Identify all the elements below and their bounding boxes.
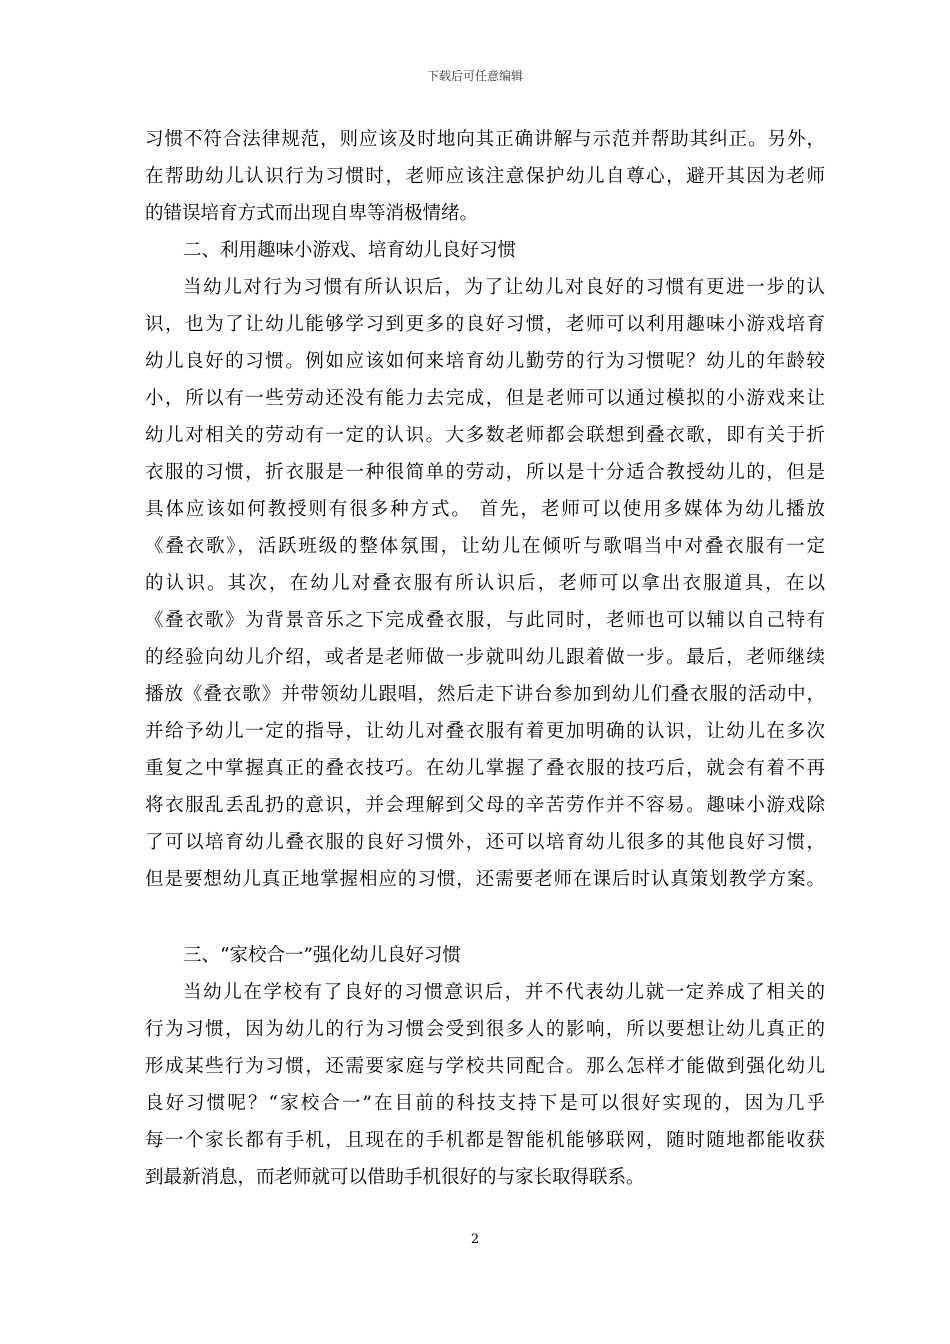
- text-line: 具体应该如何教授则有很多种方式。 首先，老师可以使用多媒体为幼儿播放: [145, 499, 825, 520]
- text-line: 将衣服乱丢乱扔的意识，并会理解到父母的辛苦劳作并不容易。趣味小游戏除: [145, 795, 825, 816]
- text-line: 《叠衣歌》为背景音乐之下完成叠衣服，与此同时，老师也可以辅以自己特有: [145, 610, 825, 631]
- text-line: 并给予幼儿一定的指导，让幼儿对叠衣服有着更加明确的认识，让幼儿在多次: [145, 721, 825, 742]
- text-line: 的经验向幼儿介绍，或者是老师做一步就叫幼儿跟着做一步。最后，老师继续: [145, 647, 825, 668]
- page-header: 下载后可任意编辑: [426, 69, 523, 83]
- text-line: 当幼儿对行为习惯有所认识后，为了让幼儿对良好的习惯有更进一步的认: [183, 277, 825, 298]
- text-line: 形成某些行为习惯，还需要家庭与学校共同配合。那么怎样才能做到强化幼儿: [145, 1056, 825, 1077]
- text-line: 识，也为了让幼儿能够学习到更多的良好习惯，老师可以利用趣味小游戏培育: [145, 314, 825, 335]
- text-line: 到最新消息，而老师就可以借助手机很好的与家长取得联系。: [145, 1167, 645, 1188]
- text-line: 的错误培育方式而出现自卑等消极情绪。: [145, 203, 479, 224]
- text-line: 行为习惯，因为幼儿的行为习惯会受到很多人的影响，所以要想让幼儿真正的: [145, 1019, 825, 1040]
- page-number: 2: [470, 1232, 480, 1247]
- text-line: 《叠衣歌》，活跃班级的整体氛围，让幼儿在倾听与歌唱当中对叠衣服有一定: [145, 536, 825, 557]
- text-line: 的认识。其次，在幼儿对叠衣服有所认识后，老师可以拿出衣服道具，在以: [145, 573, 825, 594]
- text-line: 小，所以有一些劳动还没有能力去完成，但是老师可以通过模拟的小游戏来让: [145, 388, 825, 409]
- section-heading: 二、利用趣味小游戏、培育幼儿良好习惯: [183, 240, 517, 261]
- text-line: 衣服的习惯，折衣服是一种很简单的劳动，所以是十分适合教授幼儿的，但是: [145, 462, 825, 483]
- text-line: 了可以培育幼儿叠衣服的良好习惯外，还可以培育幼儿很多的其他良好习惯，: [145, 832, 825, 853]
- text-line: 重复之中掌握真正的叠衣技巧。在幼儿掌握了叠衣服的技巧后，就会有着不再: [145, 758, 825, 779]
- text-line: 当幼儿在学校有了良好的习惯意识后，并不代表幼儿就一定养成了相关的: [183, 982, 825, 1003]
- text-line: 每一个家长都有手机，且现在的手机都是智能机能够联网，随时随地都能收获: [145, 1130, 825, 1151]
- text-line: 幼儿良好的习惯。例如应该如何来培育幼儿勤劳的行为习惯呢？幼儿的年龄较: [145, 351, 825, 372]
- text-line: 播放《叠衣歌》并带领幼儿跟唱，然后走下讲台参加到幼儿们叠衣服的活动中，: [145, 684, 825, 705]
- text-line: 但是要想幼儿真正地掌握相应的习惯，还需要老师在课后时认真策划教学方案。: [145, 869, 825, 890]
- text-line: 幼儿对相关的劳动有一定的认识。大多数老师都会联想到叠衣歌，即有关于折: [145, 425, 825, 446]
- text-line: 在帮助幼儿认识行为习惯时，老师应该注意保护幼儿自尊心，避开其因为老师: [145, 166, 825, 187]
- text-line: 良好习惯呢？“家校合一”在目前的科技支持下是可以很好实现的，因为几乎: [145, 1093, 825, 1114]
- text-line: 习惯不符合法律规范，则应该及时地向其正确讲解与示范并帮助其纠正。另外，: [145, 129, 825, 150]
- section-heading: 三、“家校合一”强化幼儿良好习惯: [183, 945, 461, 966]
